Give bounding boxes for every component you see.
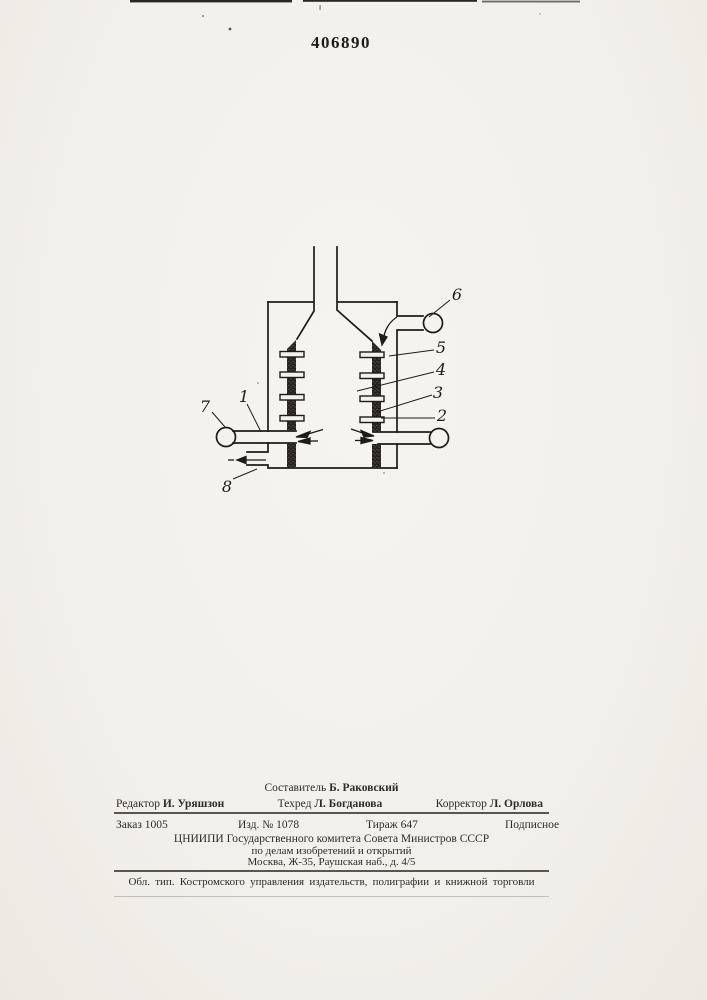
techred-credit [278, 798, 383, 810]
typography-line: Обл. тип. Костромского управления издательств, полиграфии и книжной торговли [128, 876, 535, 888]
editor-role: Редактор [116, 798, 160, 810]
order-number: Заказ 1005 [116, 819, 168, 831]
compiler-line [115, 782, 548, 794]
staff-row [116, 798, 543, 810]
figure-label-6: 6 [451, 285, 463, 304]
corrector-name: Л. Орлова [489, 798, 543, 810]
figure-label-2: 2 [436, 406, 448, 425]
figure-label-7: 7 [199, 397, 211, 416]
techred-role: Техред [277, 798, 312, 810]
figure-label-4: 4 [435, 360, 447, 379]
editor-credit [116, 798, 224, 810]
edition-number: Изд. № 1078 [238, 819, 300, 831]
org-line-1: ЦНИИПИ Государственного комитета Совета Министров СССР [173, 833, 490, 845]
subscription-note: Подписное [505, 819, 560, 831]
print-run: Тираж 647 [366, 819, 418, 831]
divider-rule-middle [114, 870, 549, 872]
compiler-name: Б. Раковский [329, 782, 399, 794]
patent-number: 406890 [311, 33, 371, 52]
editor-name: И. Уряшзон [162, 798, 225, 810]
divider-rule-bottom [114, 896, 549, 897]
org-line-3: Москва, Ж-35, Раушская наб., д. 4/5 [247, 856, 416, 868]
figure-label-3: 3 [432, 383, 444, 402]
figure-label-8: 8 [221, 477, 233, 496]
figure-label-5: 5 [435, 338, 447, 357]
corrector-credit [436, 798, 543, 810]
techred-name: Л. Богданова [314, 798, 383, 810]
corrector-role: Корректор [435, 798, 487, 810]
compiler-role: Составитель [264, 782, 327, 794]
org-line-2: по делам изобретений и открытий [251, 845, 412, 857]
figure-label-1: 1 [238, 387, 250, 406]
divider-rule-top [114, 812, 549, 814]
